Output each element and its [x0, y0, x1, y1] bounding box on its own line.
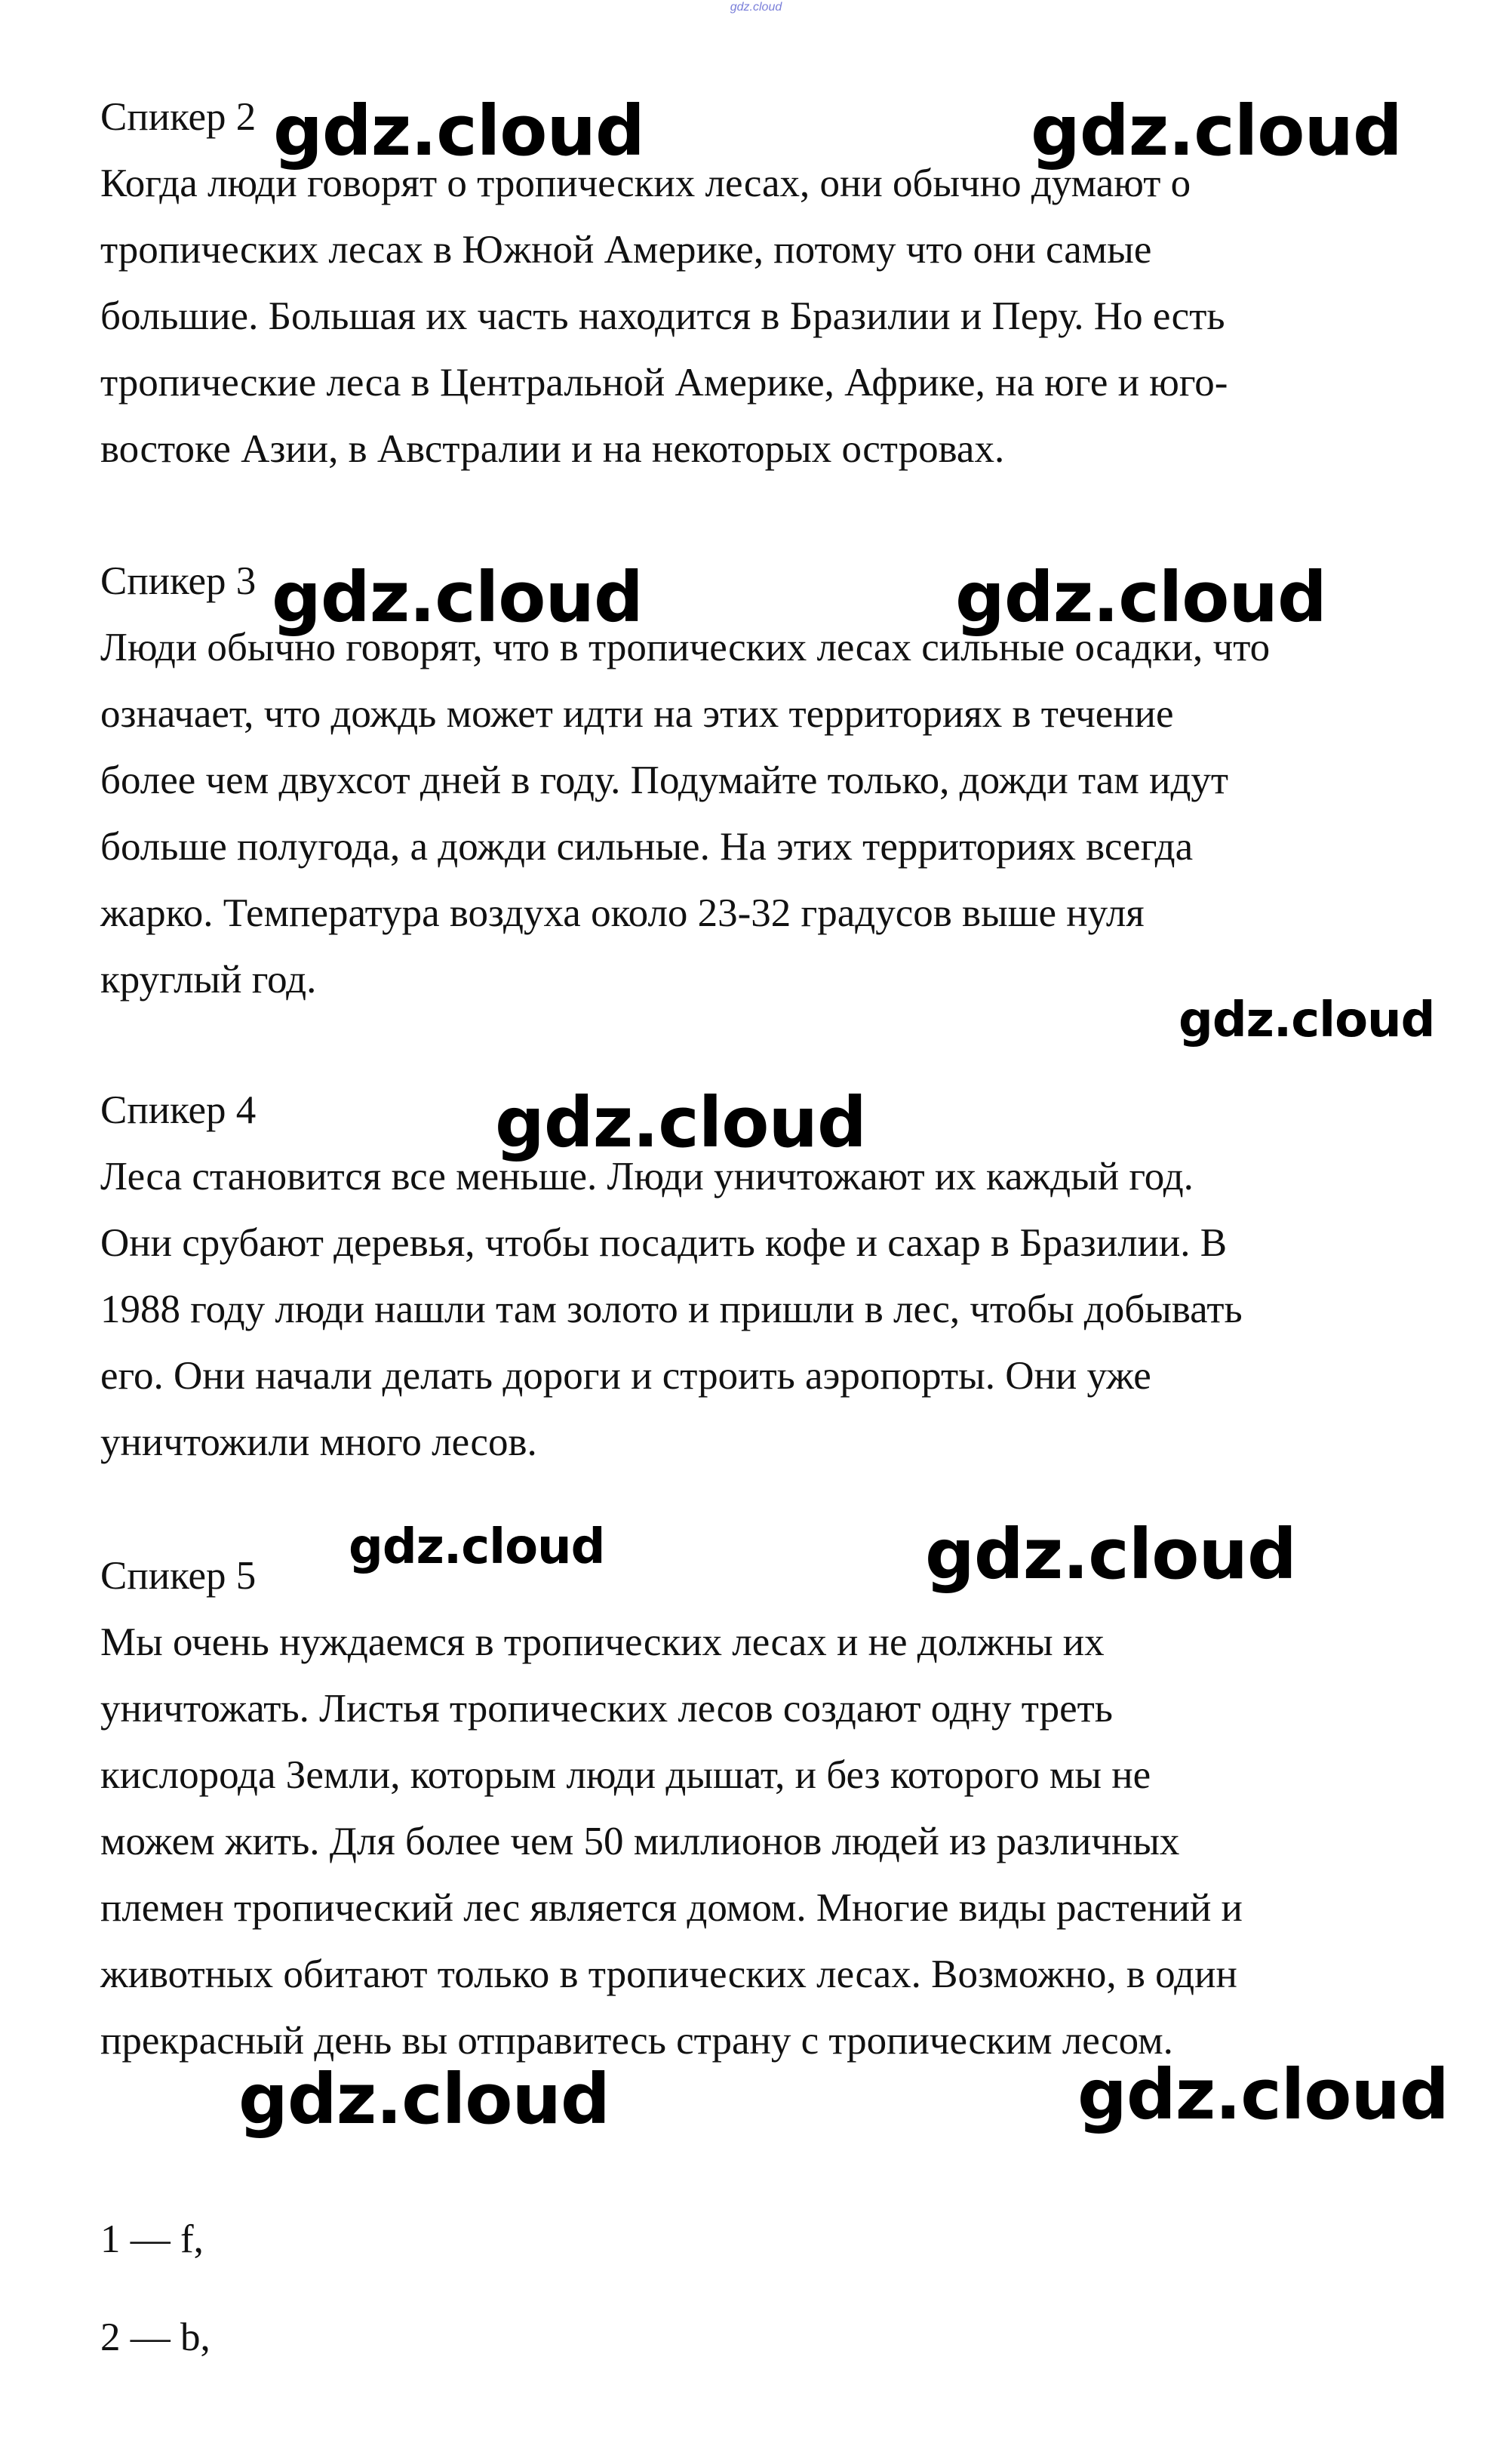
watermark: gdz.cloud [238, 2059, 610, 2140]
text-line: Когда люди говорят о тропических лесах, они обычно думают о [100, 162, 1191, 205]
watermark: gdz.cloud [349, 1519, 605, 1575]
text-line: означает, что дождь может идти на этих территориях в течение [100, 692, 1174, 736]
speaker-label: Спикер 2 [100, 95, 257, 139]
text-line: уничтожили много лесов. [100, 1420, 537, 1464]
text-line: уничтожать. Листья тропических лесов создают одну треть [100, 1687, 1113, 1731]
text-line: можем жить. Для более чем 50 миллионов людей из различных [100, 1820, 1180, 1863]
text-line: животных обитают только в тропических лесах. Возможно, в один [100, 1952, 1237, 1996]
text-line: Люди обычно говорят, что в тропических лесах сильные осадки, что [100, 626, 1271, 669]
watermark: gdz.cloud [1179, 992, 1435, 1048]
text-line: Они срубают деревья, чтобы посадить кофе и сахар в Бразилии. В [100, 1221, 1228, 1265]
watermark: gdz.cloud [495, 1082, 866, 1163]
text-line: тропические леса в Центральной Америке, Африке, на юге и юго- [100, 361, 1228, 405]
watermark: gdz.cloud [955, 557, 1326, 638]
speaker-label: Спикер 4 [100, 1088, 257, 1132]
text-line: больше полугода, а дожди сильные. На этих территориях всегда [100, 825, 1194, 869]
text-line: Мы очень нуждаемся в тропических лесах и не должны их [100, 1620, 1105, 1664]
speaker-section-5 [100, 1543, 1428, 2074]
watermark: gdz.cloud [1031, 91, 1402, 171]
text-line: племен тропический лес является домом. Многие виды растений и [100, 1886, 1243, 1930]
answer-item: 1 — f, [100, 2217, 204, 2261]
text-line: тропических лесах в Южной Америке, потому что они самые [100, 228, 1152, 272]
text-line: более чем двухсот дней в году. Подумайте только, дожди там идут [100, 758, 1229, 802]
speaker-text [100, 1609, 1428, 2074]
text-line: большие. Большая их часть находится в Бразилии и Перу. Но есть [100, 294, 1225, 338]
watermark: gdz.cloud [272, 557, 643, 638]
text-line: круглый год. [100, 958, 317, 1002]
header-watermark: gdz.cloud [730, 1, 782, 14]
speaker-text [100, 150, 1428, 482]
text-line: прекрасный день вы отправитесь страну с тропическим лесом. [100, 2019, 1173, 2063]
text-line: его. Они начали делать дороги и строить аэропорты. Они уже [100, 1354, 1151, 1398]
text-line: кислорода Земли, которым люди дышат, и без которого мы не [100, 1753, 1151, 1797]
speaker-text [100, 614, 1428, 1013]
text-line: жарко. Температура воздуха около 23-32 градусов выше нуля [100, 891, 1145, 935]
speaker-label: Спикер 3 [100, 559, 257, 603]
watermark: gdz.cloud [925, 1514, 1296, 1595]
speaker-text [100, 1143, 1428, 1475]
watermark: gdz.cloud [273, 91, 644, 171]
text-line: востоке Азии, в Австралии и на некоторых островах. [100, 427, 1005, 471]
speaker-label: Спикер 5 [100, 1554, 257, 1598]
watermark: gdz.cloud [1077, 2054, 1449, 2135]
text-line: Леса становится все меньше. Люди уничтожают их каждый год. [100, 1155, 1194, 1198]
answer-item: 2 — b, [100, 2315, 211, 2359]
text-line: 1988 году люди нашли там золото и пришли в лес, чтобы добывать [100, 1288, 1243, 1331]
